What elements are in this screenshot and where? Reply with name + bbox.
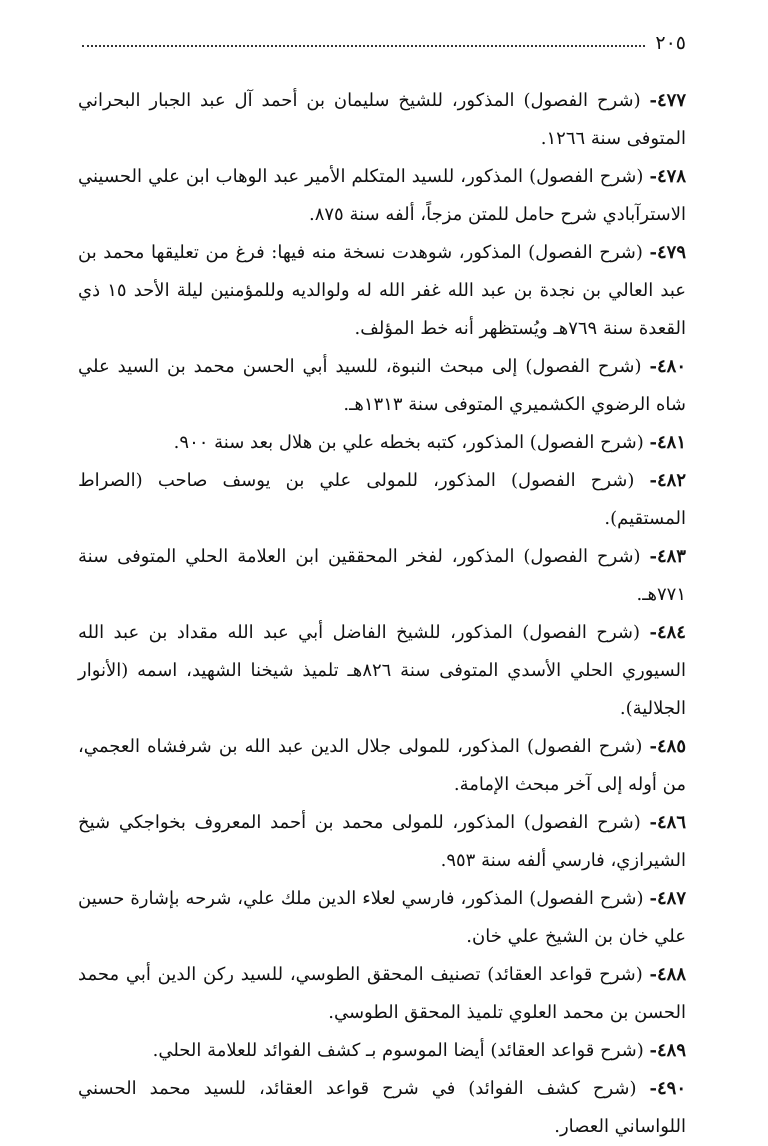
entry-text: (شرح الفصول) المذكور، للمولى علي بن يوسف صاحب (الصراط المستقيم). — [78, 470, 686, 529]
entry-number: ٤٨٠- — [649, 356, 686, 377]
entry-text: (شرح الفصول) المذكور، للسيد المتكلم الأمير عبد الوهاب ابن علي الحسيني الاسترآبادي شرح حامل للمتن مزجاً، ألفه سنة ٨٧٥. — [78, 166, 686, 225]
entry-486 — [78, 804, 686, 880]
entry-482 — [78, 462, 686, 538]
entry-number: ٤٩٠- — [649, 1078, 686, 1099]
entry-text: (شرح الفصول) المذكور، شوهدت نسخة منه فيها: فرغ من تعليقها محمد بن عبد العالي بن نجدة بن عبد الله غفر الله له ولوالديه وللمؤمنين ليلة الأحد ١٥ ذي القعدة سنة ٧٦٩هـ ويُستظهر أنه خط المؤلف. — [78, 242, 686, 339]
entry-text: (شرح الفصول) إلى مبحث النبوة، للسيد أبي الحسن محمد بن السيد علي شاه الرضوي الكشميري المتوفى سنة ١٣١٣هـ. — [78, 356, 686, 415]
entry-484 — [78, 614, 686, 728]
entry-number: ٤٨٨- — [649, 964, 686, 985]
entry-480 — [78, 348, 686, 424]
entry-488 — [78, 956, 686, 1032]
entry-text: (شرح كشف الفوائد) في شرح قواعد العقائد، للسيد محمد الحسني اللواساني العصار. — [78, 1078, 686, 1137]
entry-text: (شرح قواعد العقائد) أيضا الموسوم بـ كشف الفوائد للعلامة الحلي. — [152, 1040, 644, 1061]
header-dotted-rule — [82, 45, 645, 47]
entry-477 — [78, 82, 686, 158]
entry-number: ٤٨٤- — [649, 622, 686, 643]
entry-number: ٤٧٩- — [649, 242, 686, 263]
entry-text: (شرح الفصول) المذكور، للمولى جلال الدين عبد الله بن شرفشاه العجمي، من أوله إلى آخر مبحث الإمامة. — [78, 736, 686, 795]
entry-number: ٤٨١- — [649, 432, 686, 453]
entry-text: (شرح الفصول) المذكور، كتبه بخطه علي بن هلال بعد سنة ٩٠٠. — [173, 432, 644, 453]
entry-number: ٤٨٣- — [649, 546, 686, 567]
entry-number: ٤٨٩- — [649, 1040, 686, 1061]
entry-text: (شرح الفصول) المذكور، للمولى محمد بن أحمد المعروف بخواجكي شيخ الشيرازي، فارسي ألفه سنة ٩٥٣. — [78, 812, 686, 871]
entry-489 — [78, 1032, 686, 1070]
entry-number: ٤٨٥- — [649, 736, 686, 757]
entry-479 — [78, 234, 686, 348]
entry-number: ٤٨٧- — [649, 888, 686, 909]
entry-481 — [78, 424, 686, 462]
entry-485 — [78, 728, 686, 804]
entry-text: (شرح الفصول) المذكور، فارسي لعلاء الدين ملك علي، شرحه بإشارة حسين علي خان بن الشيخ علي خان. — [78, 888, 686, 947]
entry-number: ٤٧٧- — [649, 90, 686, 111]
entry-number: ٤٧٨- — [649, 166, 686, 187]
entry-478 — [78, 158, 686, 234]
page-number: ٢٠٥ — [655, 32, 686, 54]
entry-number: ٤٨٦- — [649, 812, 686, 833]
entry-490 — [78, 1070, 686, 1146]
page-header — [82, 28, 686, 58]
entry-text: (شرح الفصول) المذكور، للشيخ الفاضل أبي عبد الله مقداد بن عبد الله السيوري الحلي الأسدي المتوفى سنة ٨٢٦هـ تلميذ شيخنا الشهيد، اسمه (الأنوار الجلالية). — [78, 622, 687, 719]
entry-text: (شرح الفصول) المذكور، لفخر المحققين ابن العلامة الحلي المتوفى سنة ٧٧١هـ. — [78, 546, 686, 605]
entry-483 — [78, 538, 686, 614]
entry-487 — [78, 880, 686, 956]
entries-list — [78, 82, 686, 1146]
entry-text: (شرح قواعد العقائد) تصنيف المحقق الطوسي، للسيد ركن الدين أبي محمد الحسن بن محمد العلوي تلميذ المحقق الطوسي. — [78, 964, 686, 1023]
entry-number: ٤٨٢- — [649, 470, 686, 491]
entry-text: (شرح الفصول) المذكور، للشيخ سليمان بن أحمد آل عبد الجبار البحراني المتوفى سنة ١٢٦٦. — [78, 90, 686, 149]
